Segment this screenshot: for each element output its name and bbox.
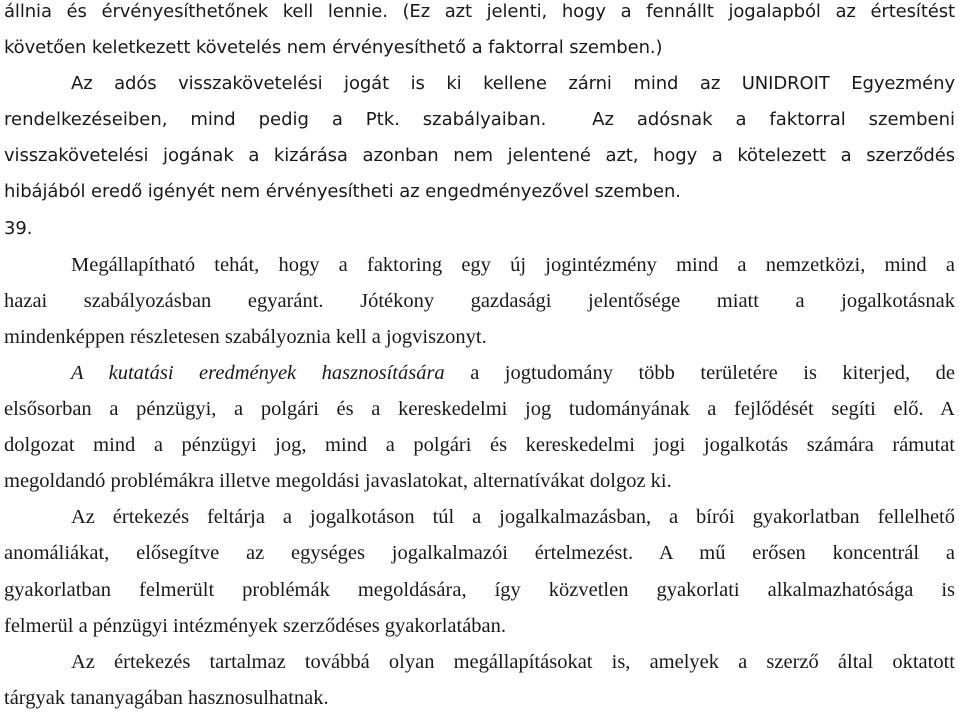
text-line-15: Az értekezés feltárja a jogalkotáson túl a jogalkalmazásban, a bírói gyakorlatban fellelhető	[71, 506, 955, 529]
section-number: 39.	[4, 217, 33, 239]
text-line-20: tárgyak tananyagában hasznosulhatnak.	[4, 686, 329, 709]
text-line-4-part-1: rendelkezéseiben, mind pedig a Ptk. szabályaiban.	[4, 109, 547, 131]
text-line-5: visszakövetelési jogának a kizárása azonban nem jelentené azt, hogy a kötelezett a szerződés	[4, 145, 955, 167]
text-line-9: hazai szabályozásban egyaránt. Jótékony gazdasági jelentősége miatt a jogalkotásnak	[4, 289, 955, 312]
text-line-8: Megállapítható tehát, hogy a faktoring egy új jogintézmény mind a nemzetközi, mind a	[71, 253, 955, 276]
text-line-11-rest: a jogtudomány több területére is kiterjed, de	[470, 361, 956, 384]
text-line-18: felmerül a pénzügyi intézmények szerződéses gyakorlatában.	[4, 614, 507, 637]
text-line-16: anomáliákat, elősegítve az egységes jogalkalmazói értelmezést. A mű erősen koncentrál a	[4, 542, 955, 565]
text-line-4	[4, 102, 955, 138]
text-line-13: dolgozat mind a pénzügyi jog, mind a polgári és kereskedelmi jogi jogalkotás számára rámutat	[4, 434, 955, 457]
document-page	[4, 0, 955, 716]
text-line-1: állnia és érvényesíthetőnek kell lennie. (Ez azt jelenti, hogy a fennállt jogalapból az értesítést	[4, 1, 955, 22]
text-line-3: Az adós visszakövetelési jogát is ki kellene zárni mind az UNIDROIT Egyezmény	[71, 73, 955, 95]
text-line-12: elsősorban a pénzügyi, a polgári és a kereskedelmi jog tudományának a fejlődését segíti elő. A	[4, 398, 955, 421]
text-line-19: Az értekezés tartalmaz továbbá olyan megállapításokat is, amelyek a szerző által oktatott	[71, 650, 955, 673]
text-line-4-part-2: Az adósnak a faktorral szembeni	[592, 109, 956, 131]
text-line-10: mindenképpen részletesen szabályoznia kell a jogviszonyt.	[4, 325, 487, 348]
text-line-17: gyakorlatban felmerült problémák megoldására, így közvetlen gyakorlati alkalmazhatósága is	[4, 578, 955, 601]
text-line-11	[4, 355, 955, 391]
text-line-2: követően keletkezett követelés nem érvényesíthető a faktorral szemben.)	[4, 37, 663, 59]
text-line-14: megoldandó problémákra illetve megoldási javaslatokat, alternatívákat dolgoz ki.	[4, 470, 672, 493]
italic-phrase: A kutatási eredmények hasznosítására	[71, 361, 445, 384]
text-line-6: hibájából eredő igényét nem érvényesítheti az engedményezővel szemben.	[4, 181, 681, 203]
